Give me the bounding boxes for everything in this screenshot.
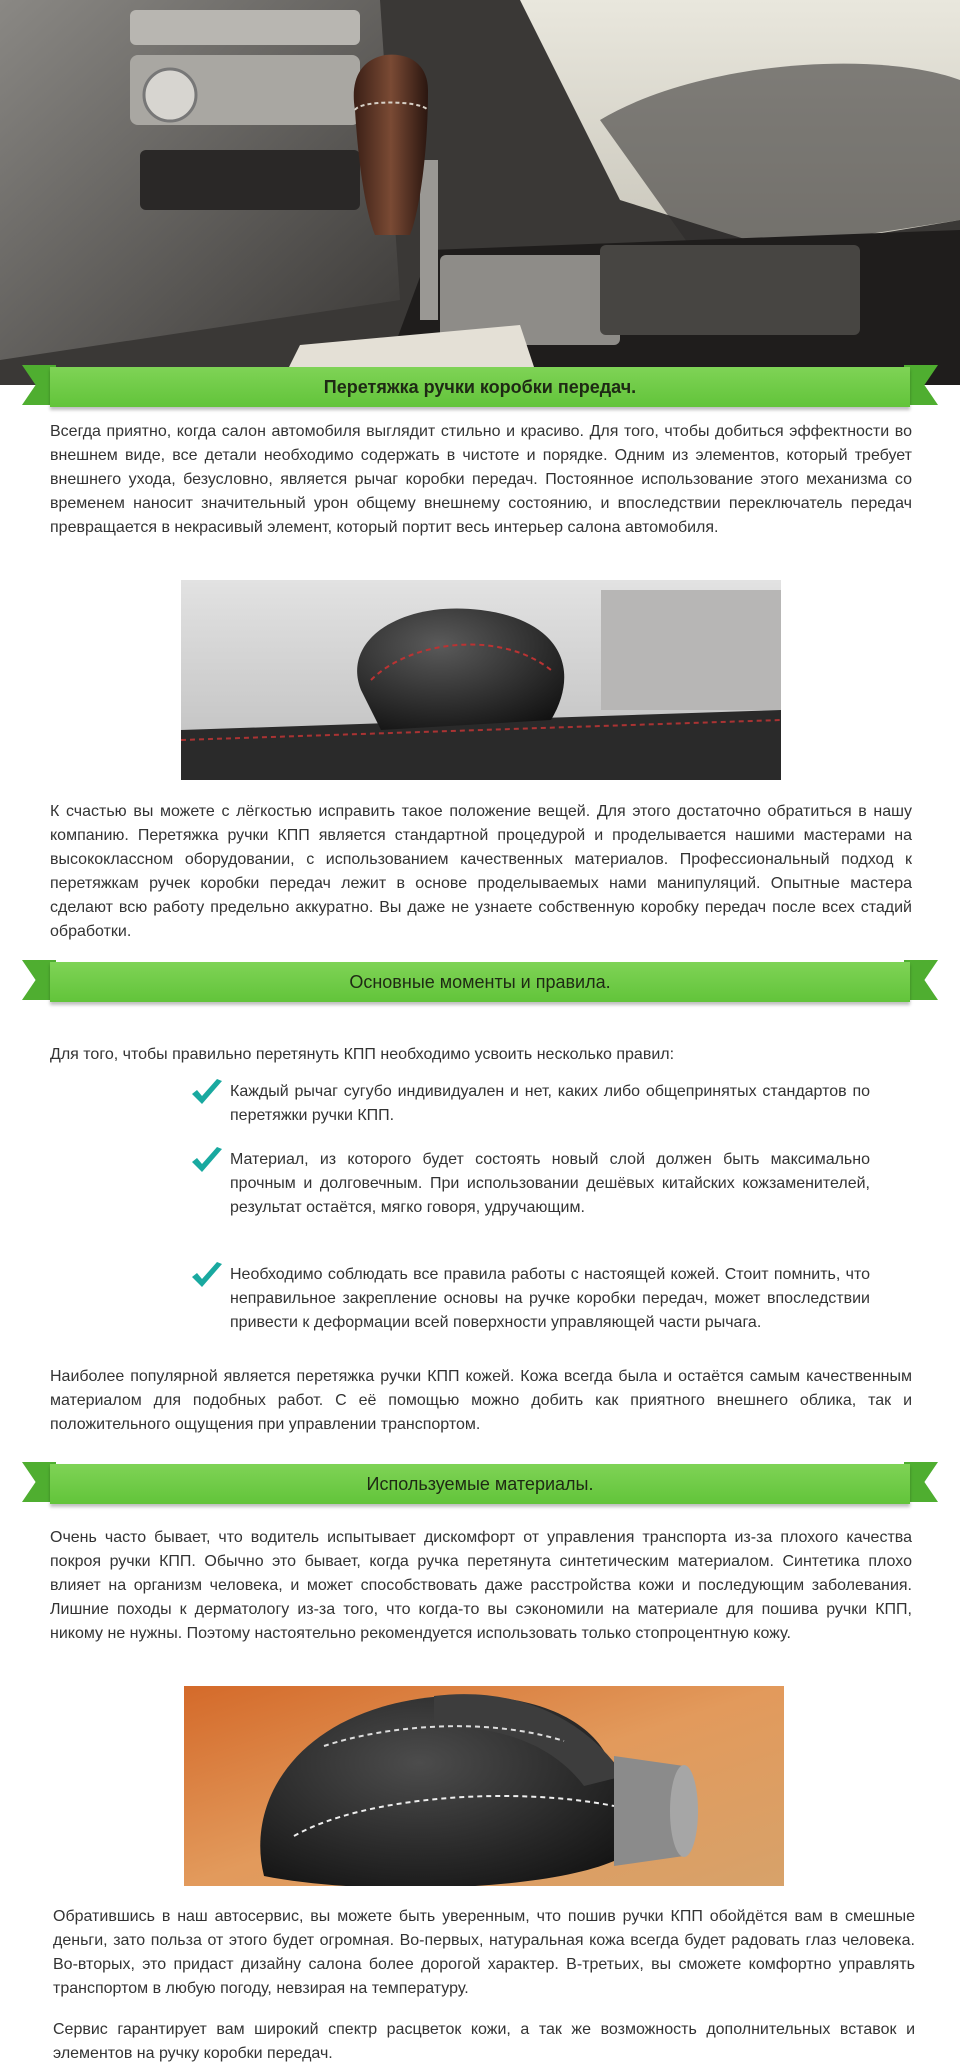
checkmark-icon	[190, 1078, 224, 1108]
section-heading-ribbon	[0, 1452, 960, 1512]
paragraph: Наиболее популярной является перетяжка ручки КПП кожей. Кожа всегда была и остаётся самым качественным материалом для подобных работ. С её помощью можно добить как приятного внешнего облика, так и положительного ощущения при управлении транспортом.	[50, 1368, 912, 1433]
paragraph: Всегда приятно, когда салон автомобиля выглядит стильно и красиво. Для того, чтобы добиться эффектности во внешнем виде, все детали необходимо содержать в чистоте и порядке. Одним из элементов, который требует внешнего ухода, безусловно, является рычаг коробки передач. Постоянное использование этого механизма со временем наносит значительный урон общему внешнему состоянию, и впоследствии переключатель передач превращается в некрасивый элемент, который портит весь интерьер салона автомобиля.	[50, 423, 912, 536]
rule-text: Каждый рычаг сугубо индивидуален и нет, каких либо общепринятых стандартов по перетяжки ручки КПП.	[230, 1083, 870, 1124]
section-title: Основные моменты и правила.	[349, 972, 611, 992]
rule-text: Необходимо соблюдать все правила работы с настоящей кожей. Стоит помнить, что неправильное закрепление основы на ручке коробки передач, может впоследствии привести к деформации всей поверхности управляющей части рычага.	[230, 1266, 870, 1331]
photo-leather-knob-white-stitch	[184, 1686, 784, 1886]
rule-text: Материал, из которого будет состоять новый слой должен быть максимально прочным и долговечным. При использовании дешёвых китайских кожзаменителей, результат остаётся, мягко говоря, удручающим.	[230, 1151, 870, 1216]
rule-item	[230, 1148, 870, 1220]
section-title: Перетяжка ручки коробки передач.	[323, 377, 637, 397]
section-heading-ribbon	[0, 355, 960, 415]
section-heading-ribbon	[0, 950, 960, 1010]
rule-item	[230, 1080, 870, 1128]
hero-photo-gear-shifter	[0, 0, 960, 385]
rule-item	[230, 1263, 870, 1335]
paragraph: К счастью вы можете с лёгкостью исправить такое положение вещей. Для этого достаточно обратиться в нашу компанию. Перетяжка ручки КПП является стандартной процедурой и проделывается нашими мастерами на высококлассном оборудовании, с использованием качественных материалов. Профессиональный подход к перетяжкам ручек коробки передач лежит в основе проделываемых нами манипуляций. Опытные мастера сделают всю работу предельно аккуратно. Вы даже не узнаете собственную коробку передач после всех стадий обработки.	[50, 803, 912, 940]
photo-leather-knob-red-stitch	[181, 580, 781, 780]
section-title: Используемые материалы.	[366, 1474, 594, 1494]
checkmark-icon	[190, 1261, 224, 1291]
paragraph: Очень часто бывает, что водитель испытывает дискомфорт от управления транспорта из-за плохого качества покроя ручки КПП. Обычно это бывает, когда ручка перетянута синтетическим материалом. Синтетика плохо влияет на организм человека, и может способствовать даже расстройства кожи и последующим заболевания. Лишние походы к дерматологу из-за того, что когда-то вы сэкономили на материале для пошива ручки КПП, никому не нужны. Поэтому настоятельно рекомендуется использовать только стопроцентную кожу.	[50, 1529, 912, 1642]
rules-intro: Для того, чтобы правильно перетянуть КПП необходимо усвоить несколько правил:	[50, 1046, 675, 1063]
checkmark-icon	[190, 1146, 224, 1176]
paragraph: Обратившись в наш автосервис, вы можете быть уверенным, что пошив ручки КПП обойдётся вам в смешные деньги, зато польза от этого будет огромная. Во-первых, натуральная кожа всегда будет радовать глаз человека. Во-вторых, это придаст дизайну салона более дорогой характер. В-третьих, вы сможете комфортно управлять транспортом в любую погоду, невзирая на температуру.	[53, 1908, 915, 1997]
paragraph: Сервис гарантирует вам широкий спектр расцветок кожи, а так же возможность дополнительных вставок и элементов на ручку коробки передач.	[53, 2021, 915, 2062]
